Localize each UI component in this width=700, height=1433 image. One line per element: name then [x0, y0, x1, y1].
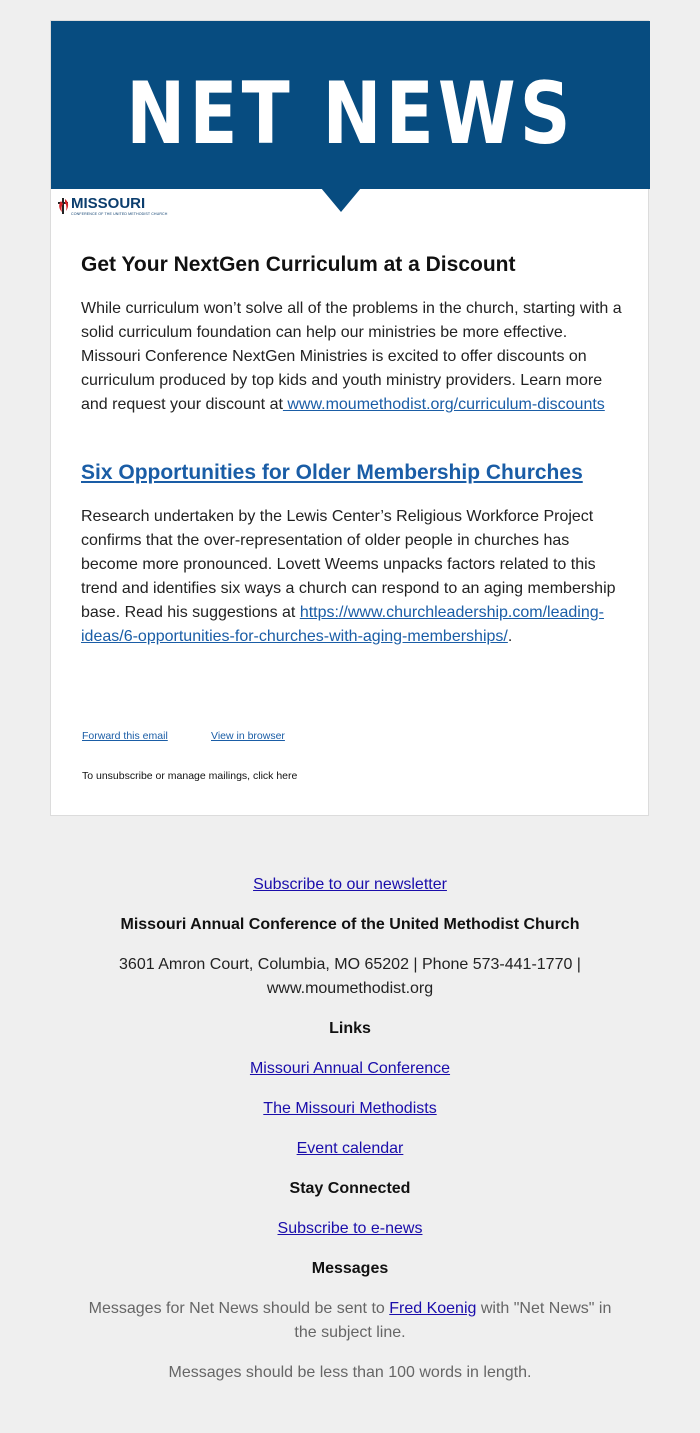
enews-row — [0, 1217, 700, 1241]
missouri-logo — [57, 195, 167, 219]
messages-heading: Messages — [311, 1260, 389, 1277]
banner-title: NET NEWS — [126, 64, 575, 164]
cross-flame-icon — [57, 196, 71, 216]
article2-body — [81, 505, 626, 649]
logo-name: MISSOURI — [71, 195, 146, 212]
newsletter-card — [50, 20, 649, 816]
article2-headline-link[interactable]: Six Opportunities for Older Membership Churches — [81, 461, 583, 484]
churchleadership-link[interactable]: https://www.churchleadership.com/leading-ideas/6-opportunities-for-churches-with-aging-memberships/ — [81, 604, 604, 645]
curriculum-discounts-link[interactable]: www.moumethodist.org/curriculum-discounts — [282, 396, 605, 413]
messages-instructions — [0, 1297, 700, 1321]
stay-connected-heading: Stay Connected — [289, 1180, 411, 1197]
subscribe-newsletter-row — [0, 873, 700, 897]
view-in-browser-link[interactable]: View in browser — [211, 730, 285, 742]
event-calendar-link[interactable]: Event calendar — [296, 1140, 404, 1157]
fred-koenig-link[interactable]: Fred Koenig — [389, 1300, 477, 1317]
article1-headline: Get Your NextGen Curriculum at a Discount — [81, 253, 516, 276]
article2-text: Research undertaken by the Lewis Center’s Religious Workforce Project confirms that the over-representation of older people in churches has become more pronounced. Lovett Weems unpacks factors related to this trend and identifies six ways a church can respond to an aging membership base. Read his suggestions at — [81, 508, 616, 621]
org-website: www.moumethodist.org — [266, 980, 434, 997]
forward-email-link[interactable]: Forward this email — [82, 730, 168, 742]
org-address: 3601 Amron Court, Columbia, MO 65202 | Phone 573-441-1770 | — [119, 956, 581, 973]
subscribe-newsletter-link[interactable]: Subscribe to our newsletter — [253, 876, 447, 893]
banner-notch — [321, 188, 361, 212]
article2-headline — [81, 459, 626, 487]
article2-trail: . — [507, 628, 513, 645]
unsubscribe-text[interactable]: To unsubscribe or manage mailings, click here — [82, 770, 298, 782]
article1-body — [81, 297, 626, 417]
footer-link-row-3 — [0, 1137, 700, 1161]
missouri-annual-conference-link[interactable]: Missouri Annual Conference — [249, 1060, 451, 1077]
org-name: Missouri Annual Conference of the United Methodist Church — [120, 916, 580, 933]
footer-link-row-2 — [0, 1097, 700, 1121]
footer-link-row-1 — [0, 1057, 700, 1081]
logo-subtitle: CONFERENCE OF THE UNITED METHODIST CHURCH — [71, 212, 168, 216]
msg-pre: Messages for Net News should be sent to — [88, 1300, 390, 1317]
article1-text: While curriculum won’t solve all of the problems in the church, starting with a solid curriculum foundation can help our ministries be more effective. Missouri Conference NextGen Ministries is excited to offer discounts on curriculum produced by top kids and youth ministry providers. Learn more and request your discount at — [81, 300, 622, 413]
missouri-methodists-link[interactable]: The Missouri Methodists — [263, 1100, 437, 1117]
messages-length-note: Messages should be less than 100 words in length. — [168, 1364, 532, 1381]
header-banner — [51, 21, 650, 189]
subscribe-enews-link[interactable]: Subscribe to e-news — [277, 1220, 423, 1237]
links-heading: Links — [329, 1020, 371, 1037]
messages-instructions-line2: the subject line. — [294, 1324, 406, 1341]
msg-post: with "Net News" in — [476, 1300, 612, 1317]
